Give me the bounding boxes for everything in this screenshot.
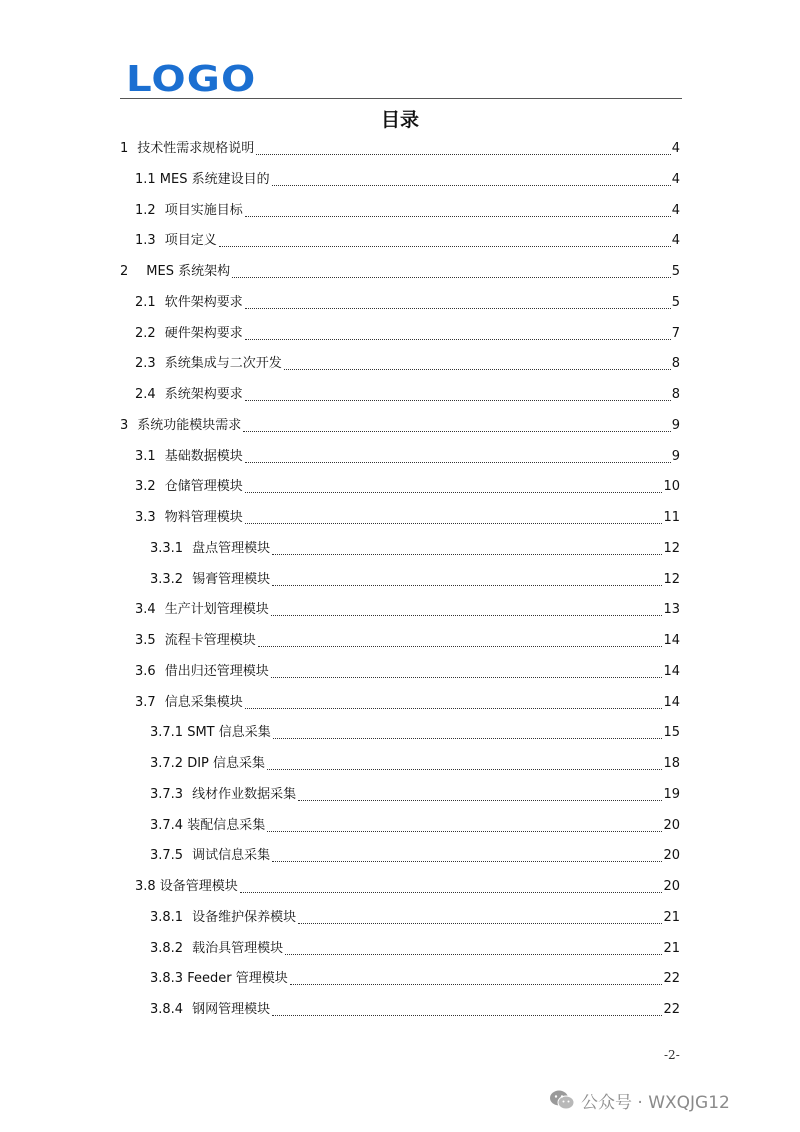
- toc-entry-page: 5: [671, 264, 680, 279]
- page-number: -2-: [664, 1048, 680, 1062]
- toc-leader-dots: [272, 585, 662, 586]
- toc-leader-dots: [272, 1015, 662, 1016]
- toc-entry-title: 项目实施目标: [164, 203, 243, 218]
- toc-leader-dots: [298, 800, 662, 801]
- toc-entry-title: 载治具管理模块: [192, 941, 284, 956]
- toc-leader-dots: [271, 677, 663, 678]
- toc-entry-page: 8: [671, 387, 680, 402]
- toc-entry[interactable]: [150, 816, 680, 836]
- toc-entry[interactable]: [150, 570, 680, 590]
- toc-leader-dots: [245, 400, 671, 401]
- toc-entry[interactable]: [150, 539, 680, 559]
- toc-entry[interactable]: [135, 231, 680, 251]
- toc-entry[interactable]: [120, 139, 680, 159]
- toc-entry[interactable]: [135, 631, 680, 651]
- toc-entry-number: 2.4: [135, 387, 156, 402]
- toc-entry-page: 21: [663, 941, 680, 956]
- toc-entry-page: 11: [663, 510, 680, 525]
- toc-entry-title: 项目定义: [164, 233, 217, 248]
- toc-entry-page: 14: [663, 633, 680, 648]
- toc-entry-title: 系统集成与二次开发: [164, 356, 282, 371]
- toc-entry-number: 3.2: [135, 479, 156, 494]
- toc-entry-title: 锡膏管理模块: [192, 572, 271, 587]
- toc-entry-title: 流程卡管理模块: [164, 633, 256, 648]
- toc-entry-title: 物料管理模块: [164, 510, 243, 525]
- toc-leader-dots: [232, 277, 671, 278]
- toc-leader-dots: [219, 246, 671, 247]
- toc-entry-title: 生产计划管理模块: [164, 602, 269, 617]
- toc-entry[interactable]: [135, 324, 680, 344]
- toc-entry-title: 线材作业数据采集: [192, 787, 297, 802]
- toc-entry-page: 18: [663, 756, 680, 771]
- toc-entry-page: 20: [663, 818, 680, 833]
- toc-entry-number: 3.5: [135, 633, 156, 648]
- toc-leader-dots: [272, 185, 671, 186]
- toc-leader-dots: [245, 492, 663, 493]
- toc-entry-number: 2.1: [135, 295, 156, 310]
- toc-entry-number: 3.4: [135, 602, 156, 617]
- toc-entry-number: 1.2: [135, 203, 156, 218]
- toc-leader-dots: [267, 831, 662, 832]
- toc-entry-title: 基础数据模块: [164, 449, 243, 464]
- toc-entry[interactable]: [135, 447, 680, 467]
- toc-leader-dots: [298, 923, 662, 924]
- toc-entry-page: 8: [671, 356, 680, 371]
- toc-entry-title: 仓储管理模块: [164, 479, 243, 494]
- toc-entry-page: 9: [671, 418, 680, 433]
- toc-entry-page: 15: [663, 725, 680, 740]
- toc-leader-dots: [284, 369, 671, 370]
- toc-entry-number: 1: [120, 141, 129, 156]
- toc-entry-page: 20: [663, 879, 680, 894]
- toc-entry-page: 9: [671, 449, 680, 464]
- toc-entry-number: 3.7.5: [150, 848, 184, 863]
- toc-entry-number: 3.8.4: [150, 1002, 184, 1017]
- toc-entry-page: 22: [663, 1002, 680, 1017]
- toc-entry[interactable]: [150, 939, 680, 959]
- toc-entry-title: 硬件架构要求: [164, 326, 243, 341]
- toc-leader-dots: [240, 892, 663, 893]
- toc-entry-number: 2.2: [135, 326, 156, 341]
- toc-entry[interactable]: [135, 508, 680, 528]
- toc-entry-number: 2: [120, 264, 129, 279]
- toc-entry-page: 4: [671, 172, 680, 187]
- toc-entry-title: 盘点管理模块: [192, 541, 271, 556]
- toc-entry[interactable]: [135, 354, 680, 374]
- toc-leader-dots: [256, 154, 670, 155]
- toc-entry[interactable]: [150, 908, 680, 928]
- toc-leader-dots: [272, 554, 662, 555]
- wechat-icon: [549, 1089, 575, 1111]
- toc-entry-number: 3.7: [135, 695, 156, 710]
- toc-entry-page: 14: [663, 695, 680, 710]
- toc-entry-number: 3.8.1: [150, 910, 184, 925]
- watermark-text: 公众号 · WXQJG12: [581, 1092, 730, 1113]
- toc-entry-number: 3.7.3: [150, 787, 184, 802]
- toc-entry-number: 3.3.2: [150, 572, 184, 587]
- toc-entry-page: 4: [671, 203, 680, 218]
- toc-entry-title: 3.7.1 SMT 信息采集: [150, 725, 271, 740]
- toc-entry-number: 3.1: [135, 449, 156, 464]
- toc-entry-page: 5: [671, 295, 680, 310]
- toc-title: 目录: [380, 109, 419, 131]
- toc-entry-page: 13: [663, 602, 680, 617]
- toc-entry-page: 4: [671, 141, 680, 156]
- toc-entry[interactable]: [150, 754, 680, 774]
- toc-entry[interactable]: [120, 262, 680, 282]
- toc-entry-number: 3.8.2: [150, 941, 184, 956]
- toc-entry-title: 借出归还管理模块: [164, 664, 269, 679]
- toc-entry[interactable]: [150, 723, 680, 743]
- toc-leader-dots: [245, 708, 663, 709]
- toc-entry[interactable]: [120, 416, 680, 436]
- header-divider: [120, 98, 682, 99]
- toc-entry-title: 软件架构要求: [164, 295, 243, 310]
- toc-entry[interactable]: [135, 600, 680, 620]
- toc-entry-title: 3.8.3 Feeder 管理模块: [150, 971, 288, 986]
- toc-entry-number: 3.3: [135, 510, 156, 525]
- toc-entry[interactable]: [135, 662, 680, 682]
- toc-entry[interactable]: [150, 969, 680, 989]
- toc-leader-dots: [271, 615, 663, 616]
- toc-entry-number: 2.3: [135, 356, 156, 371]
- toc-entry-page: 19: [663, 787, 680, 802]
- toc-entry-page: 7: [671, 326, 680, 341]
- toc-entry-number: 3: [120, 418, 129, 433]
- toc-entry-title: 3.7.4 装配信息采集: [150, 818, 266, 833]
- toc-leader-dots: [273, 738, 663, 739]
- toc-entry[interactable]: [135, 877, 680, 897]
- toc-entry-page: 21: [663, 910, 680, 925]
- toc-leader-dots: [245, 523, 663, 524]
- toc-entry-page: 20: [663, 848, 680, 863]
- toc-leader-dots: [258, 646, 663, 647]
- watermark: [549, 1088, 730, 1112]
- toc-entry[interactable]: [135, 293, 680, 313]
- toc-entry-title: 信息采集模块: [164, 695, 243, 710]
- toc-entry-number: 3.3.1: [150, 541, 184, 556]
- toc-entry-page: 22: [663, 971, 680, 986]
- toc-entry[interactable]: [150, 1000, 680, 1020]
- toc-entry[interactable]: [135, 477, 680, 497]
- toc-entry[interactable]: [150, 846, 680, 866]
- toc-entry-page: 10: [663, 479, 680, 494]
- toc-entry-title: MES 系统架构: [146, 264, 231, 279]
- toc-entry-number: 3.6: [135, 664, 156, 679]
- toc-entry-page: 12: [663, 572, 680, 587]
- toc-leader-dots: [245, 216, 671, 217]
- toc-leader-dots: [267, 769, 662, 770]
- toc-leader-dots: [245, 308, 671, 309]
- toc-entry[interactable]: [135, 693, 680, 713]
- toc-entry-title: 技术性需求规格说明: [137, 141, 255, 156]
- toc-entry-title: 设备维护保养模块: [192, 910, 297, 925]
- toc-entry-page: 4: [671, 233, 680, 248]
- toc-entry-page: 14: [663, 664, 680, 679]
- toc-leader-dots: [243, 431, 670, 432]
- toc-leader-dots: [245, 339, 671, 340]
- toc-entry-title: 钢网管理模块: [192, 1002, 271, 1017]
- toc-entry-title: 3.8 设备管理模块: [135, 879, 238, 894]
- toc-entry-title: 3.7.2 DIP 信息采集: [150, 756, 266, 771]
- logo: LOGO: [126, 59, 257, 100]
- toc-entry-title: 系统功能模块需求: [137, 418, 242, 433]
- toc-leader-dots: [245, 462, 671, 463]
- toc-entry[interactable]: [150, 785, 680, 805]
- toc-entry-title: 1.1 MES 系统建设目的: [135, 172, 270, 187]
- toc-leader-dots: [290, 984, 663, 985]
- toc-entry[interactable]: [135, 385, 680, 405]
- toc-entry-page: 12: [663, 541, 680, 556]
- toc-entry[interactable]: [135, 201, 680, 221]
- toc-entry-number: 1.3: [135, 233, 156, 248]
- toc-entry-title: 调试信息采集: [192, 848, 271, 863]
- toc-entry-title: 系统架构要求: [164, 387, 243, 402]
- toc-entry[interactable]: [135, 170, 680, 190]
- toc-leader-dots: [272, 861, 662, 862]
- toc-leader-dots: [285, 954, 662, 955]
